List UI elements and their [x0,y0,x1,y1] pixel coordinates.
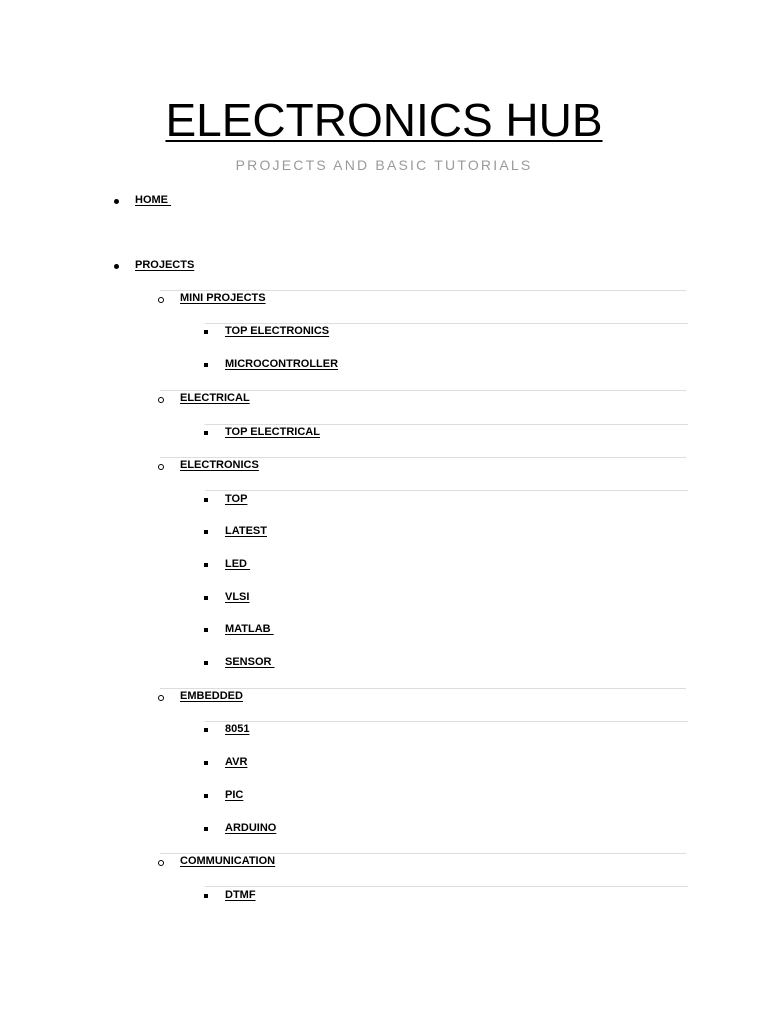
menu-item-home[interactable]: HOME [135,194,172,206]
menu-item-vlsi[interactable]: VLSI [225,591,250,603]
menu-item-top[interactable]: TOP [225,493,248,505]
bullet-disc-icon [114,260,119,269]
menu-item-electrical[interactable]: ELECTRICAL [180,392,250,404]
bullet-disc-icon [114,195,119,204]
bullet-circle-icon [158,460,164,470]
menu-item-sensor[interactable]: SENSOR [225,656,275,668]
menu-item-electronics[interactable]: ELECTRONICS [180,459,259,471]
divider [205,886,688,887]
site-title [0,92,768,148]
bullet-square-icon [204,358,208,367]
site-tagline: PROJECTS AND BASIC TUTORIALS [235,157,533,173]
bullet-square-icon [204,623,208,632]
menu-item-matlab[interactable]: MATLAB [225,623,274,635]
bullet-circle-icon [158,293,164,303]
menu-item-led[interactable]: LED [225,558,251,570]
bullet-square-icon [204,525,208,534]
bullet-square-icon [204,558,208,567]
bullet-circle-icon [158,856,164,866]
menu-item-communication[interactable]: COMMUNICATION [180,855,276,867]
bullet-square-icon [204,325,208,334]
menu-item-embedded[interactable]: EMBEDDED [180,690,243,702]
menu-item-projects[interactable]: PROJECTS [135,259,195,271]
divider [205,490,688,491]
bullet-square-icon [204,789,208,798]
bullet-circle-icon [158,393,164,403]
bullet-square-icon [204,493,208,502]
menu-item-microcontroller[interactable]: MICROCONTROLLER [225,358,339,370]
bullet-square-icon [204,889,208,898]
bullet-square-icon [204,756,208,765]
bullet-square-icon [204,656,208,665]
menu-item-dtmf[interactable]: DTMF [225,889,256,901]
bullet-square-icon [204,723,208,732]
menu-item-8051[interactable]: 8051 [225,723,250,735]
menu-item-arduino[interactable]: ARDUINO [225,822,277,834]
bullet-square-icon [204,591,208,600]
site-title-link[interactable]: ELECTRONICS HUB [165,94,603,146]
divider [205,721,688,722]
menu-item-pic[interactable]: PIC [225,789,244,801]
menu-item-latest[interactable]: LATEST [225,525,267,537]
bullet-square-icon [204,822,208,831]
bullet-square-icon [204,426,208,435]
menu-item-top-electrical[interactable]: TOP ELECTRICAL [225,426,320,438]
menu-item-mini-projects[interactable]: MINI PROJECTS [180,292,266,304]
menu-item-avr[interactable]: AVR [225,756,248,768]
menu-item-top-electronics[interactable]: TOP ELECTRONICS [225,325,330,337]
bullet-circle-icon [158,691,164,701]
